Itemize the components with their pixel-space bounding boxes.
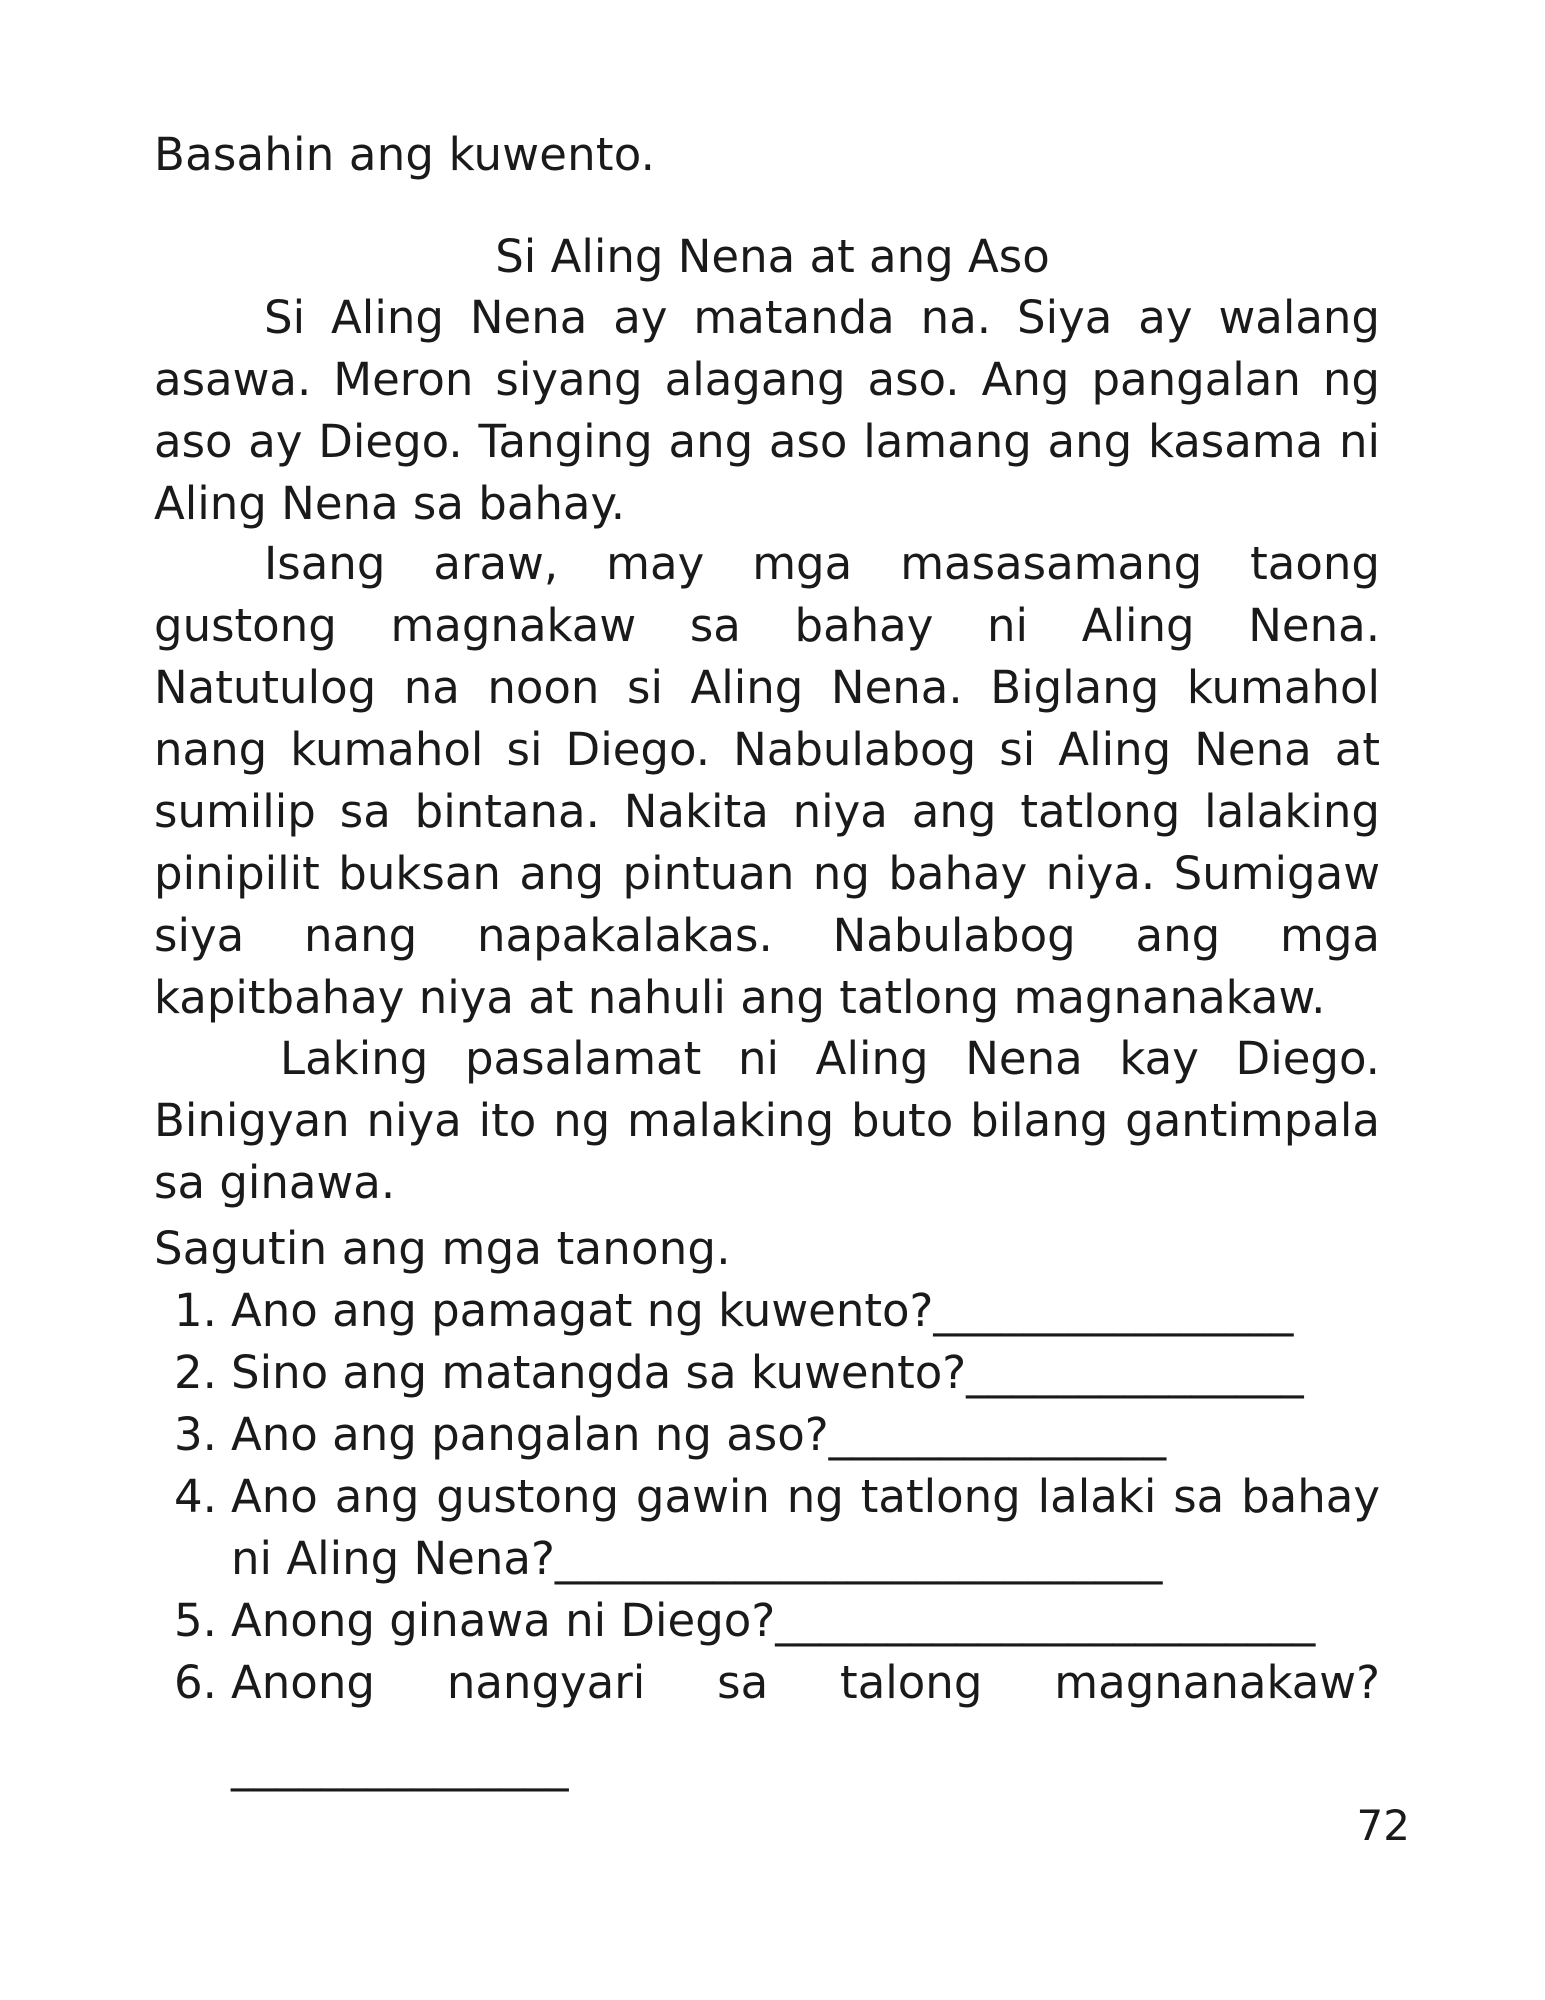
question-list: [154, 1280, 1380, 1714]
question-item-2: [154, 1342, 1380, 1404]
question-item-6: [154, 1652, 1380, 1714]
answer-instruction: Sagutin ang mga tanong.: [154, 1222, 731, 1275]
question-text-3: Ano ang pangalan ng aso?_______________: [231, 1408, 1167, 1461]
reading-instruction: Basahin ang kuwento.: [154, 128, 656, 181]
question-number-3: 3.: [174, 1408, 217, 1461]
question-number-1: 1.: [174, 1284, 217, 1337]
question-text-2: Sino ang matangda sa kuwento?_______________: [231, 1346, 1304, 1399]
question-text-5: Anong ginawa ni Diego?________________________: [231, 1594, 1316, 1647]
question-number-6: 6.: [174, 1656, 217, 1709]
question-text-6: Anong nangyari sa talong magnanakaw?: [231, 1656, 1380, 1709]
question-number-2: 2.: [174, 1346, 217, 1399]
story-paragraph-3: Laking pasalamat ni Aling Nena kay Diego. Binigyan niya ito ng malaking buto bilang gantimpala sa ginawa.: [154, 1032, 1380, 1209]
question-text-4: Ano ang gustong gawin ng tatlong lalaki sa bahay ni Aling Nena?___________________________: [231, 1470, 1380, 1585]
question-number-4: 4.: [174, 1470, 217, 1523]
story-paragraph-1: Si Aling Nena ay matanda na. Siya ay walang asawa. Meron siyang alagang aso. Ang pangalan ng aso ay Diego. Tanging ang aso lamang ang kasama ni Aling Nena sa bahay.: [154, 291, 1380, 530]
story-title: Si Aling Nena at ang Aso: [495, 230, 1050, 283]
question-text-1: Ano ang pamagat ng kuwento?________________: [231, 1284, 1294, 1337]
question-item-5: [154, 1590, 1380, 1652]
question-item-3: [154, 1404, 1380, 1466]
question-number-5: 5.: [174, 1594, 217, 1647]
story-paragraph-2: Isang araw, may mga masasamang taong gustong magnakaw sa bahay ni Aling Nena. Natutulog na noon si Aling Nena. Biglang kumahol nang kumahol si Diego. Nabulabog si Aling Nena at sumilip sa bintana. Nakita niya ang tatlong lalaking pinipilit buksan ang pintuan ng bahay niya. Sumigaw siya nang napakalakas. Nabulabog ang mga kapitbahay niya at nahuli ang tatlong magnanakaw.: [154, 537, 1380, 1024]
question-item-1: [154, 1280, 1380, 1342]
question-item-4: [154, 1466, 1380, 1590]
answer-blank-line: _______________: [231, 1739, 569, 1792]
page-number: 72: [1356, 1801, 1410, 1850]
